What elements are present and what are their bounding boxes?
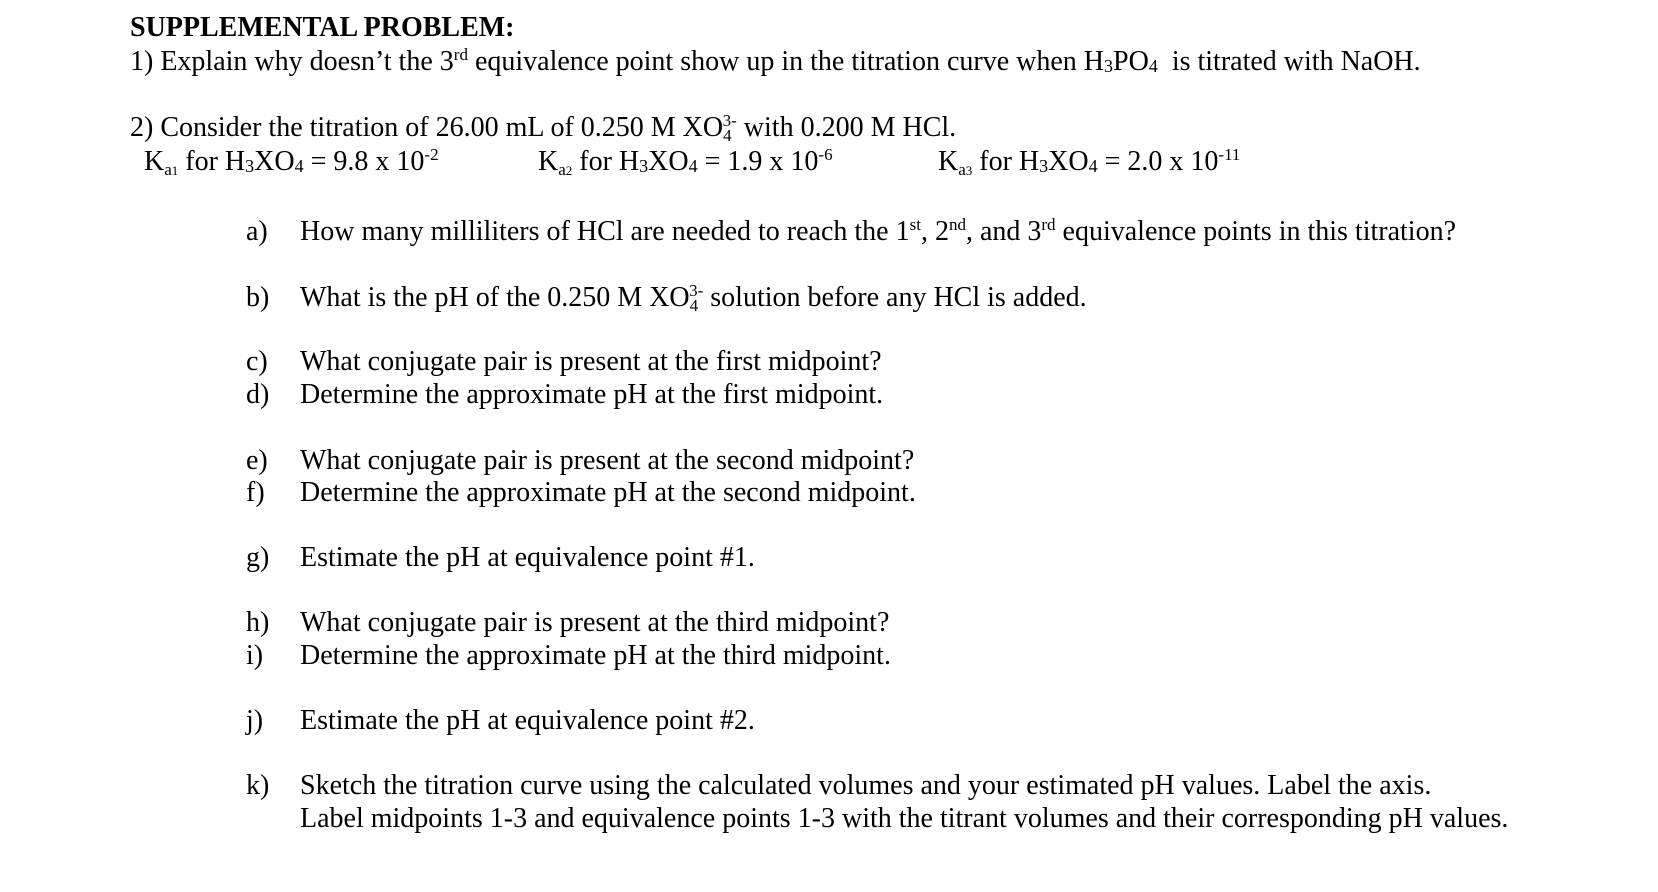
question-i	[246, 640, 1646, 672]
question-i-text: Determine the approximate pH at the third midpoint.	[300, 640, 891, 671]
problem-1-number: 1)	[130, 46, 154, 77]
problem-1-text: Explain why doesn’t the 3rd equivalence point show up in the titration curve when H3PO4 is titrated with NaOH.	[160, 45, 1421, 77]
question-d-text: Determine the approximate pH at the first midpoint.	[300, 379, 884, 410]
question-j-text: Estimate the pH at equivalence point #2.	[300, 705, 755, 736]
question-a	[246, 216, 1646, 248]
question-g	[246, 542, 1646, 574]
question-i-label: i)	[246, 640, 264, 671]
question-j	[246, 705, 1646, 737]
ka3-constant: $K_{a3}$ for H3XO4 = 2.0 x $10^{-11}$	[938, 145, 1241, 179]
question-k-label: k)	[246, 770, 270, 801]
page-title: SUPPLEMENTAL PROBLEM:	[130, 12, 515, 43]
question-g-text: Estimate the pH at equivalence point #1.	[300, 542, 755, 573]
question-d	[246, 379, 1646, 411]
question-h-text: What conjugate pair is present at the third midpoint?	[300, 607, 890, 638]
question-a-text: How many milliliters of HCl are needed to reach the 1st, 2nd, and 3rd equivalence points in this titration?	[300, 215, 1457, 247]
question-b-label: b)	[246, 282, 270, 313]
question-e-label: e)	[246, 445, 268, 476]
question-c-text: What conjugate pair is present at the first midpoint?	[300, 346, 882, 377]
problem-2-number: 2)	[130, 112, 154, 143]
ka1-constant: $K_{a1}$ for H3XO4 = 9.8 x $10^{-2}$	[144, 145, 439, 179]
question-k-line-1: Sketch the titration curve using the calculated volumes and your estimated pH values. Label the axis.	[300, 770, 1432, 801]
question-a-label: a)	[246, 216, 268, 247]
question-k	[246, 770, 1646, 836]
question-f-label: f)	[246, 477, 265, 508]
question-c-label: c)	[246, 346, 268, 377]
question-d-label: d)	[246, 379, 270, 410]
question-h-label: h)	[246, 607, 270, 638]
problem-1	[130, 46, 1421, 80]
problem-2	[130, 112, 956, 144]
question-k-line-2: Label midpoints 1-3 and equivalence points 1-3 with the titrant volumes and their corresponding pH values.	[300, 803, 1509, 834]
question-c	[246, 346, 1646, 378]
question-b-text: What is the pH of the 0.250 M $XO_4^{3-}$ solution before any HCl is added.	[300, 281, 1087, 315]
question-e	[246, 445, 1646, 477]
question-b	[246, 282, 1646, 314]
question-e-text: What conjugate pair is present at the second midpoint?	[300, 445, 915, 476]
question-h	[246, 607, 1646, 639]
question-g-label: g)	[246, 542, 270, 573]
problem-2-text: Consider the titration of 26.00 mL of 0.250 M $XO_4^{3-}$ with 0.200 M HCl.	[160, 111, 957, 145]
question-f	[246, 477, 1646, 509]
question-j-label: j)	[246, 705, 264, 736]
ka2-constant: $K_{a2}$ for H3XO4 = 1.9 x $10^{-6}$	[538, 145, 833, 179]
question-f-text: Determine the approximate pH at the second midpoint.	[300, 477, 916, 508]
